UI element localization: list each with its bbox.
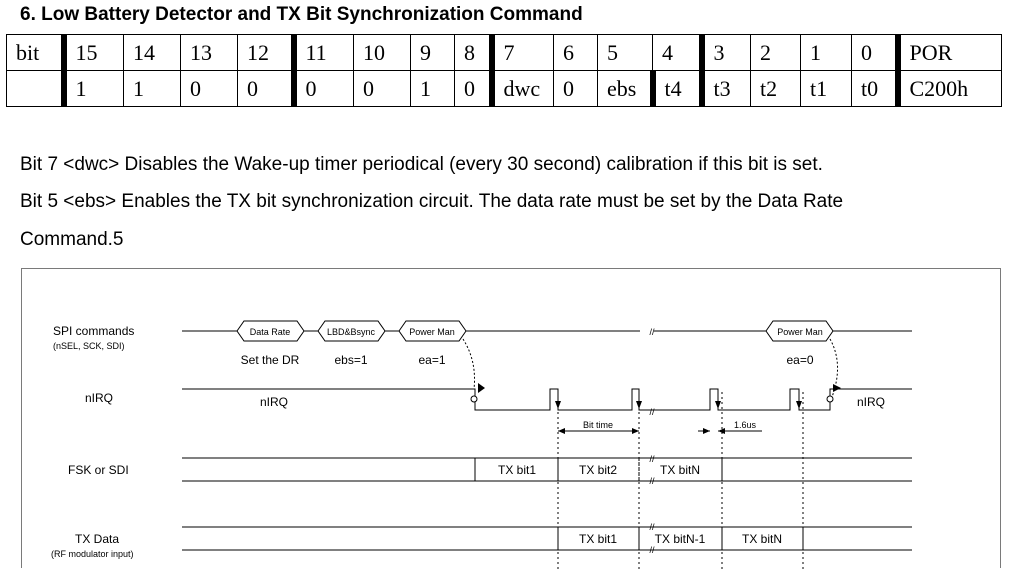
txdata-sublabel: (RF modulator input) xyxy=(51,549,134,559)
register-cell: 1 xyxy=(64,71,124,107)
register-cell: 1 xyxy=(801,35,852,71)
break-mark: // xyxy=(649,407,655,417)
paragraph-command: Command.5 xyxy=(20,229,124,250)
register-cell: 7 xyxy=(492,35,554,71)
nirq-label: nIRQ xyxy=(85,391,114,405)
register-cell: 0 xyxy=(354,71,411,107)
break-mark: // xyxy=(649,476,655,486)
break-mark: // xyxy=(649,327,655,337)
break-mark: // xyxy=(649,454,655,464)
register-cell: t0 xyxy=(852,71,898,107)
register-table xyxy=(6,34,1002,107)
register-cell: 13 xyxy=(181,35,238,71)
fsk-bitn: TX bitN xyxy=(659,463,701,477)
note-ea1: ea=1 xyxy=(418,353,446,367)
register-cell: 0 xyxy=(852,35,898,71)
break-mark: // xyxy=(649,545,655,555)
register-cell: 14 xyxy=(124,35,181,71)
fsk-bit2: TX bit2 xyxy=(578,463,618,477)
spi-sublabel: (nSEL, SCK, SDI) xyxy=(53,341,125,351)
cmd-data-rate-text: Data Rate xyxy=(249,327,291,337)
register-cell: t4 xyxy=(653,71,702,107)
paragraph-bit5: Bit 5 <ebs> Enables the TX bit synchronization circuit. The data rate must be set by the Data Rate xyxy=(20,191,844,212)
timing-16-label: 1.6us xyxy=(734,420,757,430)
register-cell: bit xyxy=(7,35,64,71)
fsk-label: FSK or SDI xyxy=(68,463,129,477)
txdata-label: TX Data xyxy=(75,532,120,546)
register-cell: t1 xyxy=(801,71,852,107)
bit-time-label: Bit time xyxy=(582,420,614,430)
section-title: 6. Low Battery Detector and TX Bit Synchronization Command xyxy=(20,4,583,25)
register-cell: 15 xyxy=(64,35,124,71)
fsk-bit1: TX bit1 xyxy=(497,463,537,477)
timing-16-arrow-a xyxy=(703,428,710,434)
register-cell: 0 xyxy=(294,71,354,107)
register-cell: 10 xyxy=(354,35,411,71)
register-cell: 12 xyxy=(238,35,294,71)
tx-bitn: TX bitN xyxy=(741,532,783,546)
register-cell: 8 xyxy=(455,35,492,71)
nirq-arrow-right xyxy=(833,384,841,392)
cmd-power1-text: Power Man xyxy=(409,327,455,337)
note-set-dr: Set the DR xyxy=(240,353,300,367)
note-ebs: ebs=1 xyxy=(334,353,368,367)
register-cell: 5 xyxy=(598,35,653,71)
break-mark: // xyxy=(649,522,655,532)
register-cell xyxy=(7,71,64,107)
register-cell: 0 xyxy=(181,71,238,107)
register-cell: 0 xyxy=(554,71,598,107)
register-cell: 1 xyxy=(411,71,455,107)
timing-diagram-svg xyxy=(22,269,1002,569)
nirq-arrow-down-3 xyxy=(636,401,642,409)
register-cell: ebs xyxy=(598,71,653,107)
spi-label: SPI commands xyxy=(53,324,135,338)
nirq-arrow-down-4 xyxy=(715,401,721,409)
register-cell: 1 xyxy=(124,71,181,107)
register-cell: 6 xyxy=(554,35,598,71)
note-ea0: ea=0 xyxy=(786,353,814,367)
register-cell: 0 xyxy=(455,71,492,107)
nirq-arrow-down-1 xyxy=(478,383,485,393)
nirq-arrow-down-2 xyxy=(555,401,561,409)
nirq-right-label: nIRQ xyxy=(857,395,886,409)
tx-bit1: TX bit1 xyxy=(578,532,618,546)
register-cell: t3 xyxy=(702,71,751,107)
bit-time-arrow-right xyxy=(632,428,639,434)
register-cell: 4 xyxy=(653,35,702,71)
cmd-power2-text: Power Man xyxy=(777,327,823,337)
tx-bitn1: TX bitN-1 xyxy=(654,532,706,546)
register-header-row xyxy=(7,35,1002,71)
register-cell: 2 xyxy=(751,35,801,71)
nirq-arrow-down-5 xyxy=(796,401,802,409)
register-value-row xyxy=(7,71,1002,107)
register-cell: t2 xyxy=(751,71,801,107)
cmd-lbd-text: LBD&Bsync xyxy=(326,327,376,337)
register-cell: 11 xyxy=(294,35,354,71)
timing-diagram xyxy=(21,268,1001,568)
register-cell: 9 xyxy=(411,35,455,71)
bit-time-arrow-left xyxy=(558,428,565,434)
register-cell: 3 xyxy=(702,35,751,71)
register-cell: C200h xyxy=(898,71,1002,107)
register-cell: POR xyxy=(898,35,1002,71)
nirq-low-label: nIRQ xyxy=(260,395,289,409)
register-cell: dwc xyxy=(492,71,554,107)
register-cell: 0 xyxy=(238,71,294,107)
paragraph-bit7: Bit 7 <dwc> Disables the Wake-up timer periodical (every 30 second) calibration if this bit is set. xyxy=(20,154,823,175)
